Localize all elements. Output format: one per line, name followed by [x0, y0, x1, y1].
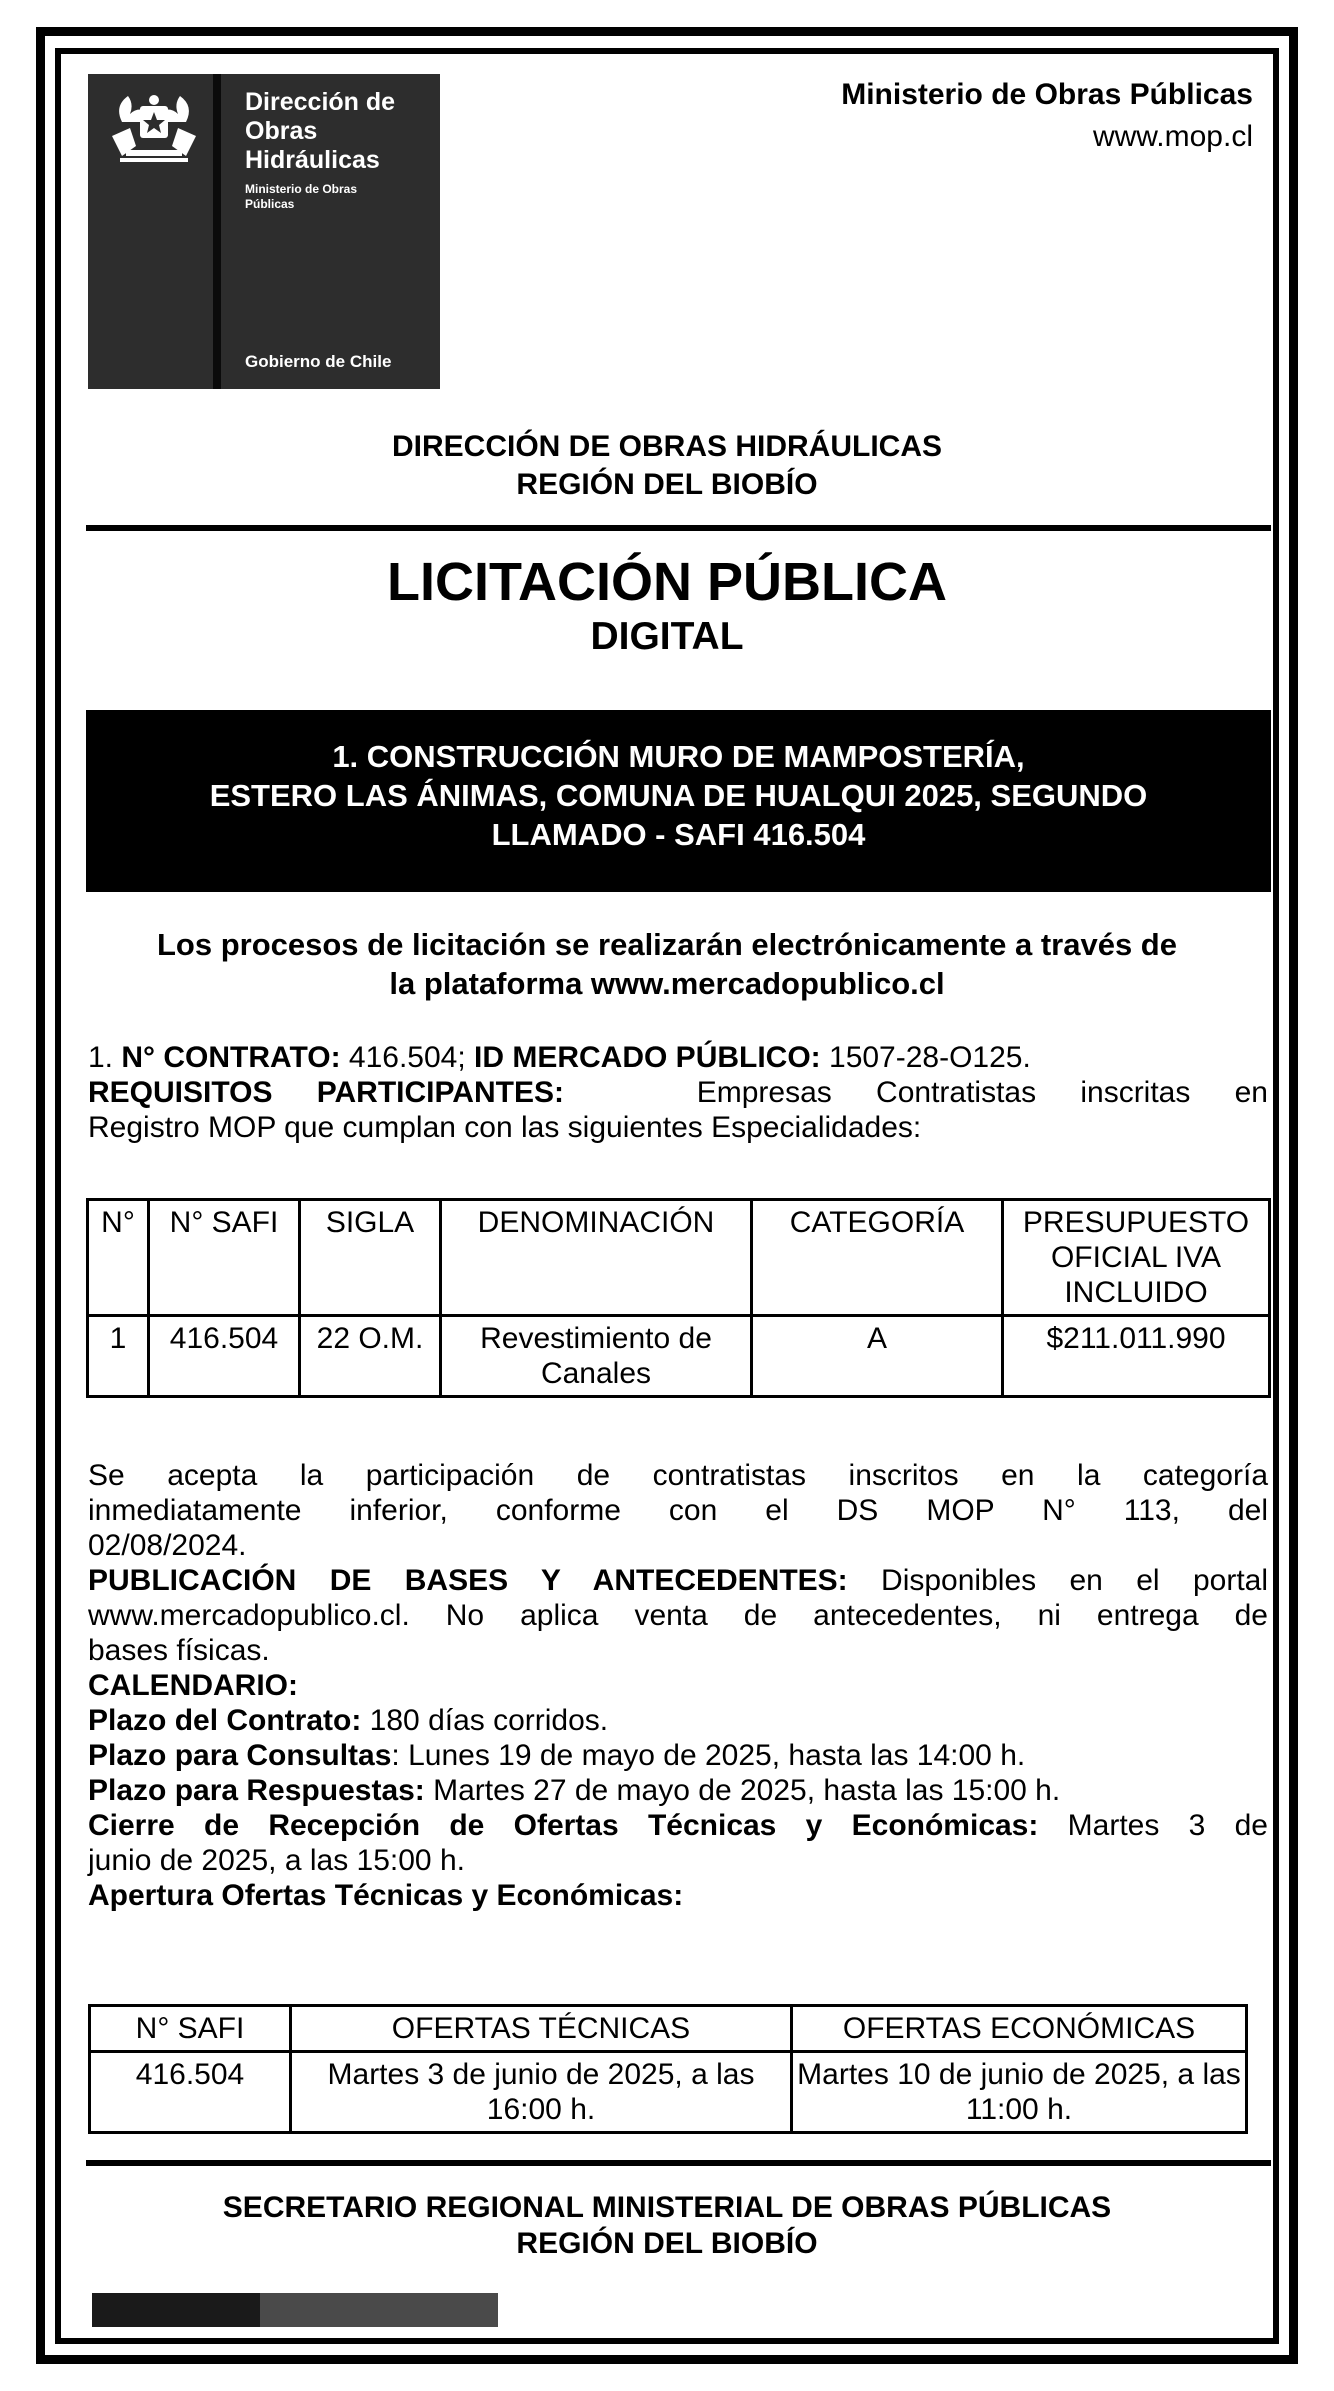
- logo-government: Gobierno de Chile: [245, 352, 392, 371]
- publication-text: Disponibles en el portal: [847, 1564, 1268, 1597]
- header-denominacion: DENOMINACIÓN: [441, 1200, 752, 1316]
- cell-technical: Martes 3 de junio de 2025, a las 16:00 h.: [291, 2052, 792, 2133]
- closing-line: junio de 2025, a las 15:00 h.: [88, 1844, 465, 1877]
- table-header-row: [90, 2006, 1247, 2052]
- calendar-heading: [88, 1668, 1268, 1703]
- table-row: [90, 2052, 1247, 2133]
- closing-value: Martes 3 de: [1038, 1809, 1268, 1842]
- queries-line: [88, 1738, 1268, 1773]
- header-technical: OFERTAS TÉCNICAS: [291, 2006, 792, 2052]
- logo-ministry-line: Ministerio de Obras: [245, 182, 358, 196]
- header-sigla: SIGLA: [300, 1200, 441, 1316]
- requirements-line: Registro MOP que cumplan con las siguientes Especialidades:: [88, 1111, 922, 1144]
- mercado-id-value: 1507-28-O125.: [820, 1041, 1031, 1074]
- requirements-line: [88, 1075, 1268, 1110]
- logo-name-line: Obras: [245, 117, 318, 145]
- contract-term-line: [88, 1703, 1268, 1738]
- term-value: 180 días corridos.: [361, 1704, 609, 1737]
- specialties-table: [86, 1198, 1271, 1398]
- divider: [86, 2160, 1271, 2166]
- queries-value: : Lunes 19 de mayo de 2025, hasta las 14:00 h.: [391, 1739, 1026, 1772]
- header-economic: OFERTAS ECONÓMICAS: [792, 2006, 1247, 2052]
- contract-label: N° CONTRATO:: [121, 1041, 341, 1074]
- calendar-heading-text: CALENDARIO:: [88, 1669, 298, 1702]
- inner-border: [55, 48, 1279, 2344]
- closing-label: Cierre de Recepción de Ofertas Técnicas y Económicas:: [88, 1809, 1039, 1842]
- project-banner: [86, 710, 1271, 892]
- acceptance-line: 02/08/2024.: [88, 1529, 247, 1562]
- ministry-name: Ministerio de Obras Públicas: [841, 78, 1253, 111]
- logo-ministry: [245, 182, 357, 212]
- cell-denominacion: Revestimiento de Canales: [441, 1316, 752, 1397]
- ministry-url: www.mop.cl: [1092, 120, 1253, 153]
- details-section: [88, 1458, 1268, 1913]
- answers-value: Martes 27 de mayo de 2025, hasta las 15:00 h.: [424, 1774, 1061, 1807]
- cell-number: 1: [88, 1316, 149, 1397]
- department-region: REGIÓN DEL BIOBÍO: [516, 468, 818, 501]
- opening-label: Apertura Ofertas Técnicas y Económicas:: [88, 1879, 684, 1912]
- department-heading: [86, 428, 1248, 504]
- publication-line: www.mercadopublico.cl. No aplica venta de antecedentes, ni entrega de: [88, 1599, 1268, 1632]
- footer-region: REGIÓN DEL BIOBÍO: [516, 2227, 818, 2260]
- cell-safi: 416.504: [149, 1316, 300, 1397]
- header-safi: N° SAFI: [90, 2006, 291, 2052]
- header-number: N°: [88, 1200, 149, 1316]
- project-line: LLAMADO - SAFI 416.504: [491, 817, 866, 852]
- header-presupuesto: PRESUPUESTO OFICIAL IVA INCLUIDO: [1003, 1200, 1270, 1316]
- logo-name-line: Hidráulicas: [245, 146, 380, 174]
- cell-safi: 416.504: [90, 2052, 291, 2133]
- answers-line: [88, 1773, 1268, 1808]
- department-line: DIRECCIÓN DE OBRAS HIDRÁULICAS: [391, 430, 943, 463]
- table-header-row: [88, 1200, 1270, 1316]
- project-line: 1. CONSTRUCCIÓN MURO DE MAMPOSTERÍA,: [332, 739, 1025, 774]
- electronic-process-notice: [86, 925, 1248, 1003]
- term-label: Plazo del Contrato:: [88, 1704, 362, 1737]
- contract-line: [88, 1040, 1268, 1075]
- opening-heading: [88, 1878, 1268, 1913]
- cell-economic: Martes 10 de junio de 2025, a las 11:00 h.: [792, 2052, 1247, 2133]
- contract-prefix: 1.: [88, 1041, 122, 1074]
- logo-ministry-line: Públicas: [245, 197, 295, 211]
- acceptance-line: inmediatamente inferior, conforme con el DS MOP N° 113, del: [88, 1494, 1268, 1527]
- project-line: ESTERO LAS ÁNIMAS, COMUNA DE HUALQUI 2025, SEGUNDO: [209, 778, 1148, 813]
- publication-line: [88, 1563, 1268, 1598]
- opening-table: [88, 2004, 1248, 2134]
- acceptance-line: Se acepta la participación de contratistas inscritos en la categoría: [88, 1459, 1268, 1492]
- table-row: [88, 1316, 1270, 1397]
- queries-label: Plazo para Consultas: [88, 1739, 392, 1772]
- header-categoria: CATEGORÍA: [752, 1200, 1003, 1316]
- requirements-text: Empresas Contratistas inscritas en: [696, 1076, 1268, 1109]
- chile-coat-of-arms-icon: [102, 92, 206, 170]
- closing-line: [88, 1808, 1268, 1843]
- requirements-label: REQUISITOS PARTICIPANTES:: [88, 1076, 564, 1109]
- contract-section: [88, 1040, 1268, 1145]
- tender-subtitle: DIGITAL: [590, 615, 744, 658]
- intro-line: la plataforma www.mercadopublico.cl: [389, 966, 945, 1001]
- footer-bar-gray: [260, 2293, 498, 2327]
- tender-title: LICITACIÓN PÚBLICA: [387, 552, 947, 612]
- divider: [86, 525, 1271, 531]
- footer-signature: [86, 2190, 1248, 2262]
- mercado-id-label: ID MERCADO PÚBLICO:: [474, 1041, 821, 1074]
- ministry-header: [841, 74, 1253, 158]
- cell-presupuesto: $211.011.990: [1003, 1316, 1270, 1397]
- cell-categoria: A: [752, 1316, 1003, 1397]
- cell-sigla: 22 O.M.: [300, 1316, 441, 1397]
- logo-name-line: Dirección de: [245, 88, 396, 116]
- header-safi: N° SAFI: [149, 1200, 300, 1316]
- answers-label: Plazo para Respuestas:: [88, 1774, 425, 1807]
- contract-value: 416.504;: [340, 1041, 475, 1074]
- dirección-de-obras-hidráulicas-logo: [88, 74, 440, 389]
- footer-line: SECRETARIO REGIONAL MINISTERIAL DE OBRAS PÚBLICAS: [222, 2191, 1112, 2224]
- logo-name: [245, 88, 395, 175]
- footer-bar-dark: [92, 2293, 260, 2327]
- intro-line: Los procesos de licitación se realizarán electrónicamente a través de: [156, 927, 1177, 962]
- publication-label: PUBLICACIÓN DE BASES Y ANTECEDENTES:: [88, 1564, 848, 1597]
- logo-stripe: [213, 74, 221, 389]
- publication-line: bases físicas.: [88, 1634, 270, 1667]
